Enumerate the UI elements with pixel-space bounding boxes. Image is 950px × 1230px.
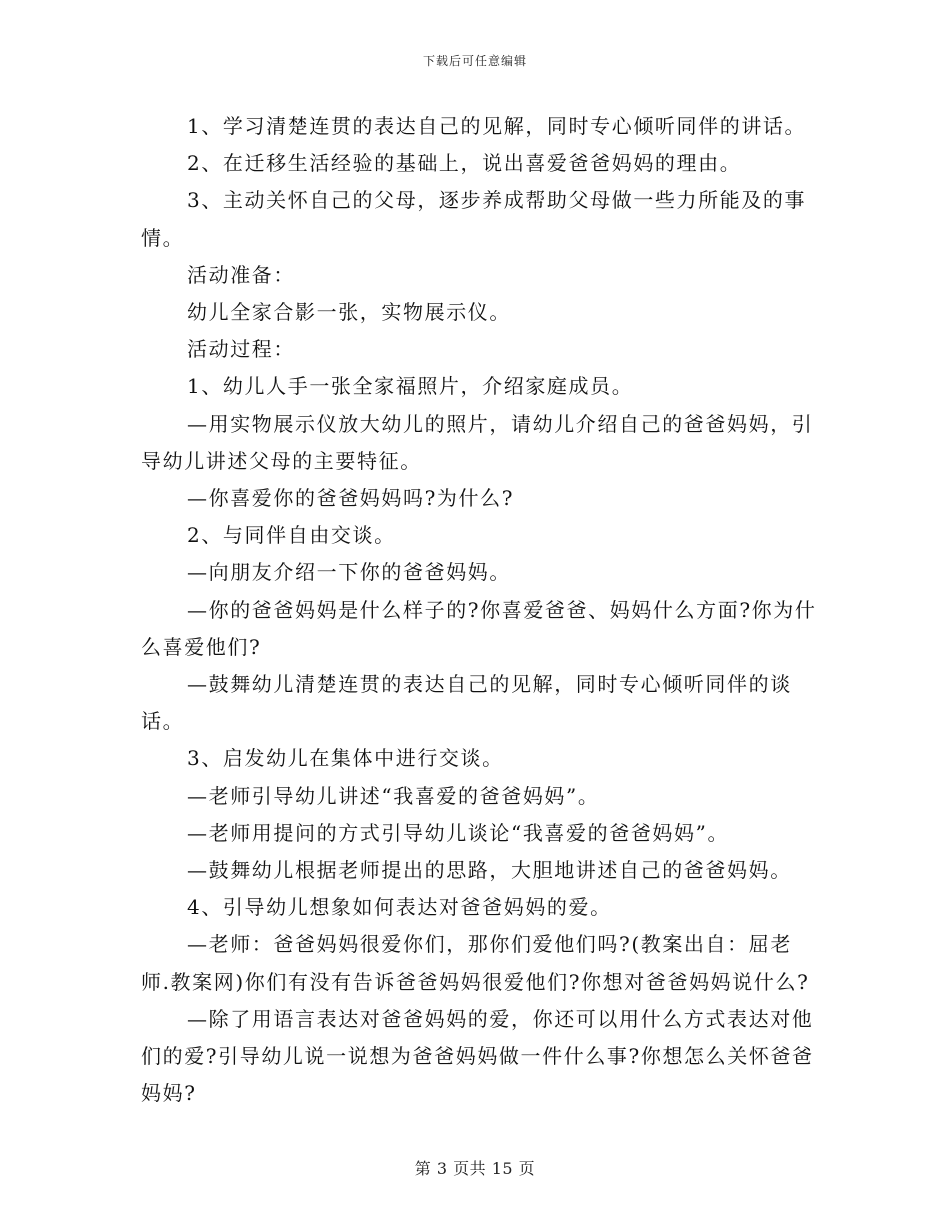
- paragraph-step-2-detail-b: —你的爸爸妈妈是什么样子的?你喜爱爸爸、妈妈什么方面?你为什么喜爱他们?: [141, 597, 817, 659]
- paragraph-step-2-detail-c: —鼓舞幼儿清楚连贯的表达自己的见解，同时专心倾听同伴的谈话。: [141, 672, 792, 734]
- paragraph-step-3-detail-c: —鼓舞幼儿根据老师提出的思路，大胆地讲述自己的爸爸妈妈。: [187, 858, 792, 883]
- header-note: 下载后可任意编辑: [422, 54, 527, 68]
- paragraph-goal-2: 2、在迁移生活经验的基础上，说出喜爱爸爸妈妈的理由。: [187, 151, 742, 176]
- document-body: [141, 108, 817, 1112]
- paragraph-step-1-detail-a: —用实物展示仪放大幼儿的照片，请幼儿介绍自己的爸爸妈妈，引导幼儿讲述父母的主要特征。: [141, 411, 814, 473]
- paragraph-goal-3: 3、主动关怀自己的父母，逐步养成帮助父母做一些力所能及的事情。: [141, 188, 807, 250]
- paragraph-step-1: 1、幼儿人手一张全家福照片，介绍家庭成员。: [187, 374, 634, 399]
- paragraph-step-3-detail-b: —老师用提问的方式引导幼儿谈论“我喜爱的爸爸妈妈”。: [187, 820, 730, 845]
- paragraph-step-4: 4、引导幼儿想象如何表达对爸爸妈妈的爱。: [187, 895, 612, 920]
- paragraph-materials: 幼儿全家合影一张，实物展示仪。: [187, 300, 511, 325]
- paragraph-step-2: 2、与同伴自由交谈。: [187, 523, 396, 548]
- paragraph-step-3-detail-a: —老师引导幼儿讲述“我喜爱的爸爸妈妈”。: [187, 783, 600, 808]
- page-number: 第 3 页共 15 页: [414, 1159, 536, 1178]
- paragraph-step-4-detail-b: —除了用语言表达对爸爸妈妈的爱，你还可以用什么方式表达对他们的爱?引导幼儿说一说想为爸爸妈妈做一件什么事?你想怎么关怀爸爸妈妈?: [141, 1006, 814, 1106]
- paragraph-step-4-detail-a: —老师：爸爸妈妈很爱你们，那你们爱他们吗?(教案出自：屈老师.教案网)你们有没有告诉爸爸妈妈很爱他们?你想对爸爸妈妈说什么?: [141, 932, 810, 994]
- paragraph-step-1-detail-b: —你喜爱你的爸爸妈妈吗?为什么?: [187, 486, 515, 511]
- paragraph-step-2-detail-a: —向朋友介绍一下你的爸爸妈妈。: [187, 560, 511, 585]
- paragraph-step-3: 3、启发幼儿在集体中进行交谈。: [187, 746, 504, 771]
- heading-preparation: 活动准备：: [187, 262, 295, 287]
- heading-process: 活动过程：: [187, 337, 295, 362]
- paragraph-goal-1: 1、学习清楚连贯的表达自己的见解，同时专心倾听同伴的讲话。: [187, 114, 807, 138]
